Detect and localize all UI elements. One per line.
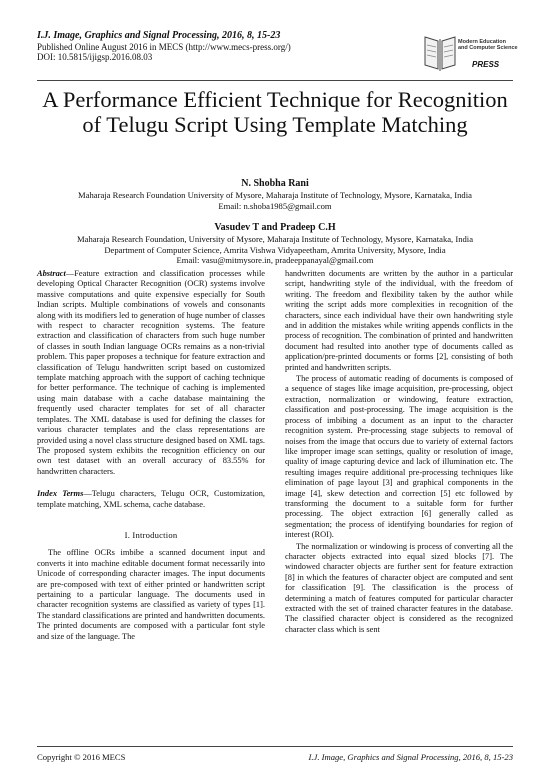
index-terms-text: —Telugu characters, Telugu OCR, Customization, template matching, XML schema, cache database. bbox=[37, 489, 265, 509]
author-affiliation: Maharaja Research Foundation University of Mysore, Maharaja Institute of Technology, Mysore, Karnataka, India bbox=[78, 190, 472, 200]
doi-line: DOI: 10.5815/ijigsp.2016.08.03 bbox=[37, 52, 153, 62]
author-name: Vasudev T and Pradeep C.H bbox=[214, 222, 336, 233]
abstract-text: —Feature extraction and classification processes while developing Optical Character Recognition (OCR) systems involve massive computations and quite expensive especially for South Indian scripts. Multiple combinations of vowels and consonants along with its modifiers led to generation of huge number of classes with respect to character recognition systems. The feature extraction and classification of characters from such huge number of classes in south Indian language OCRs remains as a non-trivial problem. This paper proposes a technique for feature extraction and classification of Telugu handwritten script based on customized template matching approach with the support of caching technique for better performance. The technique of caching is implemented using main database with a cache database maintaining the frequently used character templates for set of all character templates. The XML database is used for defining the classes for various character templates and the class representations are provided using a novel class structure designed based on XML tags. The proposed system exhibits the recognition efficiency on our own test dataset with an overall accuracy of 83.55% for handwritten characters. bbox=[37, 269, 265, 476]
journal-header bbox=[37, 30, 477, 62]
intro-paragraph: The offline OCRs imbibe a scanned document input and converts it into machine editable document format necessarily into Unicode of corresponding character images. The input documents are pre-composed with text of either printed or handwritten script pertaining to a particular language. The documents used in character recognition systems are classified as variety of types [1]. The standard classifications are printed and handwritten documents. The printed documents are composed with a particular font style and size of the language. The bbox=[37, 548, 265, 641]
index-terms bbox=[37, 489, 265, 510]
header-rule bbox=[37, 80, 513, 81]
logo-press: PRESS bbox=[472, 60, 500, 69]
section-heading-introduction: I. Introduction bbox=[124, 529, 178, 540]
body-paragraph: The process of automatic reading of documents is composed of a sequence of stages like image acquisition, pre-processing, object extraction, normalization or windowing, feature extraction, classification and post-processing. The image acquisition is the process of imbibing a document as an input to the character recognition system. Pre-processing stage subjects to removal of noises from the image that occurs due to variety of external factors like improper image scan settings, quality or resolution of image, quality of image capturing device and lack of illumination etc. The resulting images require additional pre-processing techniques like elimination of page layout [3] and graphical components in the image [4], skew detection and correction [5] etc followed by transforming the document to a suitable form for further processing. The object extraction [6] generally called as segmentation; the process of identifying boundaries for region of interest (ROI). bbox=[285, 374, 513, 540]
body-paragraph: handwritten documents are written by the author in a particular script, handwriting style of the individual, with the freedom of writing. The freedom and flexibility taken by the author while writing the script adds more complexities in recognition of the characters, since each individual have their own handwriting style and in addition the mistakes while writing appends conflicts in the process of recognition. The combination of printed and handwritten document had resulted into another type of documents called as application/pre-printed documents or forms [2], consisting of both printed and handwritten scripts. bbox=[285, 269, 513, 372]
right-column bbox=[285, 269, 513, 635]
logo-text: Modern Education and Computer Science bbox=[458, 39, 518, 52]
body-paragraph: The normalization or windowing is process of converting all the character objects extracted into equal sized blocks [7]. The windowed character objects are further sent for feature extraction [8] in which the features of character object are computed and sent for classification [9]. The classification is the process of determining a match of features computed for particular character extracted with the set of trained character features in the database. The classified character object is considered as the recognized character class which is sent bbox=[285, 541, 513, 634]
journal-line: I.J. Image, Graphics and Signal Processing, 2016, 8, 15-23 bbox=[37, 30, 281, 41]
author-email: Email: vasu@mitmysore.in, pradeeppanayal@gmail.com bbox=[176, 255, 374, 265]
abstract bbox=[37, 269, 265, 477]
author-block-2 bbox=[20, 222, 530, 266]
index-terms-label: Index Terms bbox=[37, 489, 84, 499]
author-block-1 bbox=[20, 178, 530, 211]
author-affiliation-2: Department of Computer Science, Amrita Vishwa Vidyapeetham, Amrita University, Mysore, India bbox=[104, 244, 446, 255]
footer-journal: I.J. Image, Graphics and Signal Processing, 2016, 8, 15-23 bbox=[308, 752, 513, 762]
footer-copyright: Copyright © 2016 MECS bbox=[37, 752, 126, 762]
author-name: N. Shobha Rani bbox=[241, 178, 309, 189]
footer-rule bbox=[37, 746, 513, 747]
publisher-logo-icon bbox=[423, 33, 457, 73]
paper-title: A Performance Efficient Technique for Recognition of Telugu Script Using Template Matching bbox=[42, 87, 508, 137]
author-affiliation: Maharaja Research Foundation, University of Mysore, Maharaja Institute of Technology, Mysore, Karnataka, India bbox=[76, 234, 474, 244]
abstract-label: Abstract bbox=[37, 269, 66, 278]
left-column bbox=[37, 269, 265, 642]
published-line: Published Online August 2016 in MECS (http://www.mecs-press.org/) bbox=[37, 42, 291, 52]
author-email: Email: n.shoba1985@gmail.com bbox=[218, 200, 332, 211]
publisher-logo bbox=[423, 33, 523, 77]
